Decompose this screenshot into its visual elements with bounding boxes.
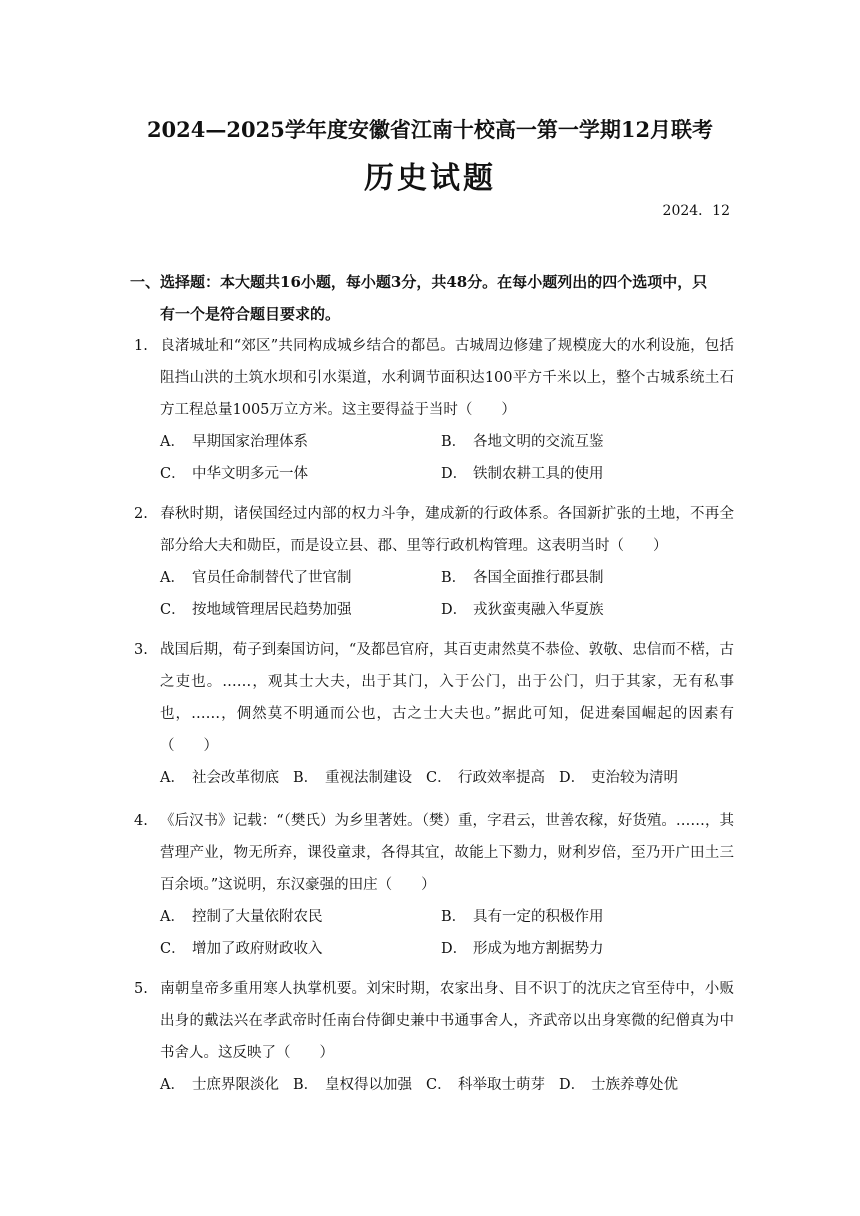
option-label: C． (160, 941, 186, 957)
exam-date: 2024．12 (662, 203, 730, 219)
option-b[interactable] (441, 562, 741, 594)
option-text: 皇权得以加强 (325, 1077, 412, 1093)
option-text: 早期国家治理体系 (192, 434, 308, 450)
option-label: C． (426, 770, 452, 786)
question-number: 1. (134, 338, 148, 354)
option-d[interactable] (441, 594, 741, 626)
options (160, 1069, 734, 1101)
option-c[interactable] (160, 458, 441, 490)
question-text: 《后汉书》记载：“（樊氏）为乡里著姓。（樊）重，字君云，世善农稼，好货殖。……，其营理产业，物无所弃，课役童隶，各得其宜，故能上下勠力，财利岁倍，至乃开广田土三百余顷。”这说明，东汉豪强的田庄（ ） (160, 813, 734, 893)
options (160, 762, 734, 794)
option-label: D． (441, 466, 468, 482)
option-a[interactable] (160, 1069, 279, 1101)
option-label: D． (441, 602, 468, 618)
option-text: 增加了政府财政收入 (192, 941, 323, 957)
option-d[interactable] (559, 762, 678, 794)
option-text: 重视法制建设 (325, 770, 412, 786)
option-d[interactable] (441, 933, 741, 965)
question-number: 4. (134, 813, 148, 829)
option-b[interactable] (441, 426, 741, 458)
option-text: 社会改革彻底 (192, 770, 279, 786)
option-c[interactable] (426, 1069, 545, 1101)
option-d[interactable] (559, 1069, 678, 1101)
option-label: D． (559, 770, 586, 786)
option-label: A． (160, 1077, 185, 1093)
exam-subtitle: 历史试题 (364, 161, 496, 196)
option-text: 形成为地方割据势力 (473, 941, 604, 957)
option-label: C． (160, 602, 186, 618)
option-text: 铁制农耕工具的使用 (473, 466, 604, 482)
section-heading-line2: 有一个是符合题目要求的。 (160, 305, 341, 323)
option-a[interactable] (160, 762, 279, 794)
option-label: A． (160, 770, 185, 786)
option-text: 控制了大量依附农民 (192, 909, 323, 925)
question-3 (134, 634, 734, 794)
exam-title: 2024—2025学年度安徽省江南十校高一第一学期12月联考 (146, 117, 714, 142)
option-label: B． (293, 1077, 319, 1093)
question-2 (134, 498, 734, 626)
question-5 (134, 973, 734, 1101)
question-4 (134, 805, 734, 965)
option-text: 戎狄蛮夷融入华夏族 (473, 602, 604, 618)
option-label: B． (441, 909, 467, 925)
option-text: 中华文明多元一体 (192, 466, 308, 482)
options (160, 562, 734, 626)
option-d[interactable] (441, 458, 741, 490)
section-heading (130, 266, 745, 330)
question-number: 2. (134, 506, 148, 522)
option-a[interactable] (160, 426, 441, 458)
question-text: 良渚城址和“郊区”共同构成城乡结合的都邑。古城周边修建了规模庞大的水利设施，包括阻挡山洪的土筑水坝和引水渠道，水利调节面积达100平方千米以上，整个古城系统土石方工程总量1005万立方米。这主要得益于当时（ ） (160, 338, 734, 418)
option-label: B． (293, 770, 319, 786)
option-text: 士庶界限淡化 (192, 1077, 279, 1093)
question-text: 战国后期，荀子到秦国访问，“及都邑官府，其百吏肃然莫不恭俭、敦敬、忠信而不楛，古之吏也。……，观其士大夫，出于其门，入于公门，出于公门，归于其家，无有私事也，……，倜然莫不明通而公也，古之士大夫也。”据此可知，促进秦国崛起的因素有（ ） (160, 642, 734, 754)
options (160, 901, 734, 965)
option-b[interactable] (293, 1069, 412, 1101)
option-c[interactable] (160, 933, 441, 965)
option-label: B． (441, 434, 467, 450)
option-label: C． (426, 1077, 452, 1093)
option-c[interactable] (160, 594, 441, 626)
option-label: A． (160, 909, 185, 925)
option-label: A． (160, 570, 185, 586)
option-c[interactable] (426, 762, 545, 794)
option-label: D． (559, 1077, 586, 1093)
question-text: 春秋时期，诸侯国经过内部的权力斗争，建成新的行政体系。各国新扩张的土地，不再全部分给大夫和勋臣，而是设立县、郡、里等行政机构管理。这表明当时（ ） (160, 506, 734, 554)
option-a[interactable] (160, 901, 441, 933)
option-text: 各国全面推行郡县制 (473, 570, 604, 586)
option-text: 行政效率提高 (458, 770, 545, 786)
option-text: 士族养尊处优 (591, 1077, 678, 1093)
option-label: C． (160, 466, 186, 482)
option-b[interactable] (293, 762, 412, 794)
options (160, 426, 734, 490)
option-b[interactable] (441, 901, 741, 933)
option-label: A． (160, 434, 185, 450)
option-text: 科举取士萌芽 (458, 1077, 545, 1093)
option-text: 具有一定的积极作用 (473, 909, 604, 925)
option-a[interactable] (160, 562, 441, 594)
option-label: D． (441, 941, 468, 957)
question-1 (134, 330, 734, 490)
option-text: 官员任命制替代了世官制 (192, 570, 352, 586)
option-text: 吏治较为清明 (591, 770, 678, 786)
question-number: 3. (134, 642, 148, 658)
question-number: 5. (134, 981, 148, 997)
question-text: 南朝皇帝多重用寒人执掌机要。刘宋时期，农家出身、目不识丁的沈庆之官至侍中，小贩出身的戴法兴在孝武帝时任南台侍御史兼中书通事舍人，齐武帝以出身寒微的纪僧真为中书舍人。这反映了（ ） (160, 981, 734, 1061)
section-heading-line1: 一、选择题：本大题共16小题，每小题3分，共48分。在每小题列出的四个选项中，只 (130, 273, 708, 291)
option-text: 各地文明的交流互鉴 (473, 434, 604, 450)
option-text: 按地域管理居民趋势加强 (192, 602, 352, 618)
option-label: B． (441, 570, 467, 586)
